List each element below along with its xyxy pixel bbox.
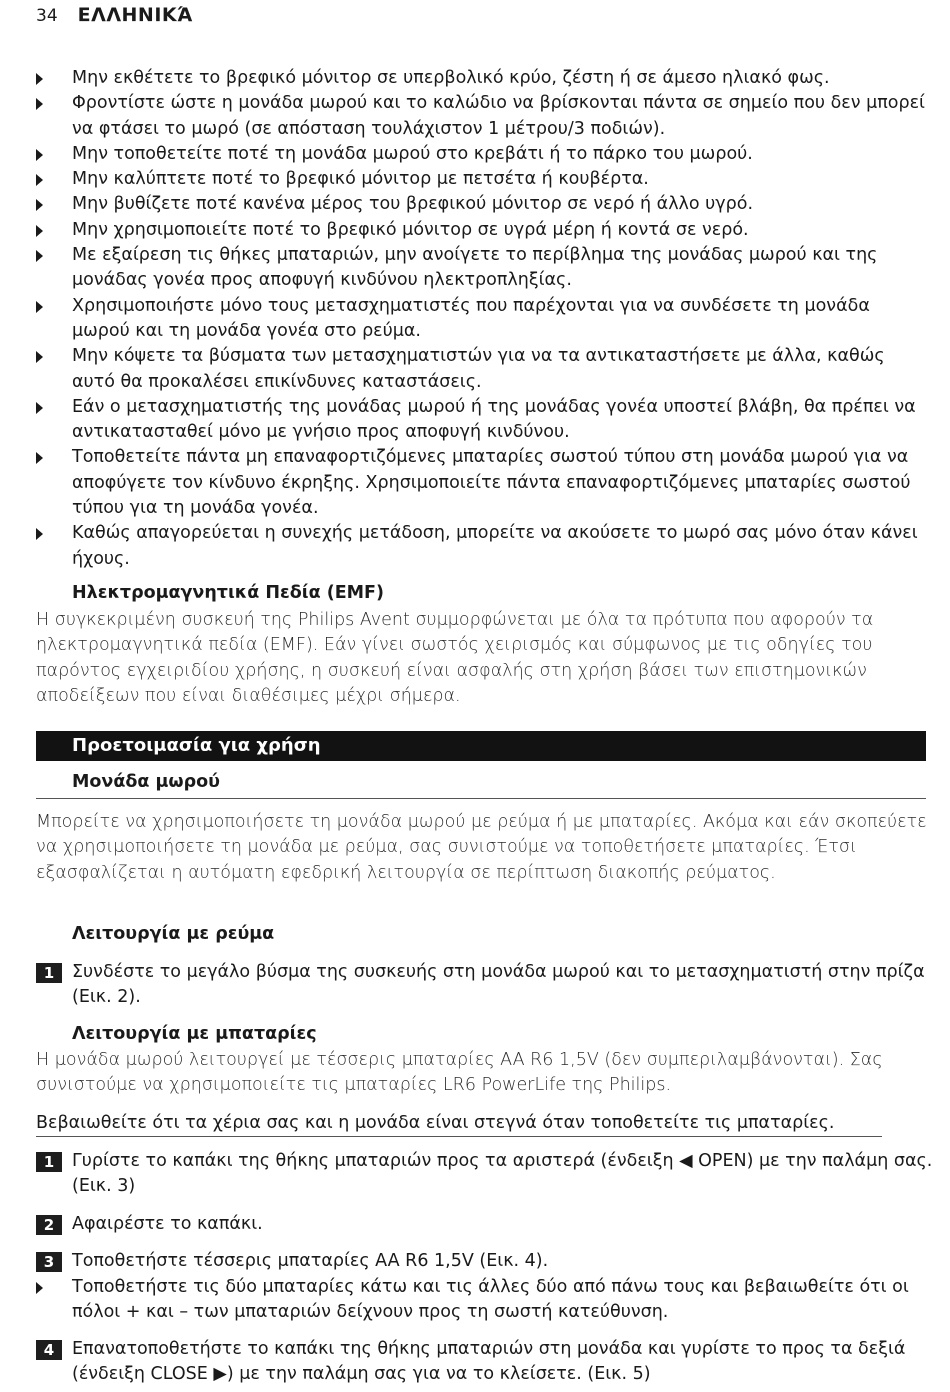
list-item: Μην κόψετε τα βύσματα των μετασχηματιστών για να τα αντικαταστήσετε με άλλα, καθώς αυτό θα προκαλέσει επικίνδυνες καταστάσεις. — [36, 344, 928, 395]
list-item: Μην τοποθετείτε ποτέ τη μονάδα μωρού στο κρεβάτι ή το πάρκο του μωρού. — [36, 142, 928, 167]
step-number-badge: 1 — [36, 1152, 62, 1172]
bullet-icon — [36, 402, 43, 414]
step-text: Συνδέστε το μεγάλο βύσμα της συσκευής στη μονάδα μωρού και το μετασχηματιστή στην πρίζα (Εικ. 2). — [72, 962, 925, 1008]
emf-heading: Ηλεκτρομαγνητικά Πεδία (EMF) — [72, 583, 385, 603]
intro-paragraph: Μπορείτε να χρησιμοποιήσετε τη μονάδα μωρού με ρεύμα ή με μπαταρίες. Ακόμα και εάν σκοπεύετε να χρησιμοποιήσετε τη μονάδα με ρεύμα, σας συνιστούμε να τοποθετήσετε μπαταρίες. Έτσι εξασφαλίζεται η αυτόματη εφεδρική λειτουργία σε περίπτωση διακοπής ρεύματος. — [36, 812, 927, 883]
bullet-icon — [36, 225, 43, 237]
battery-step-2 — [36, 1212, 950, 1237]
list-item: Τοποθετήστε τις δύο μπαταρίες κάτω και τις άλλες δύο από πάνω τους και βεβαιωθείτε ότι οι πόλοι + και – των μπαταριών δείχνουν προς τη σωστή κατεύθυνση. — [36, 1275, 928, 1326]
bullet-icon — [36, 149, 43, 161]
bullet-icon — [36, 301, 43, 313]
list-item: Καθώς απαγορεύεται η συνεχής μετάδοση, μπορείτε να ακούσετε το μωρό σας μόνο όταν κάνει ήχους. — [36, 521, 928, 572]
mains-heading: Λειτουργία με ρεύμα — [72, 924, 275, 944]
bullet-icon — [36, 452, 43, 464]
battery-step-1 — [36, 1149, 950, 1200]
step-number-badge: 2 — [36, 1215, 62, 1235]
battery-step-3 — [36, 1249, 950, 1274]
list-item: Εάν ο μετασχηματιστής της μονάδας μωρού ή της μονάδας γονέα υποστεί βλάβη, θα πρέπει να αντικατασταθεί μόνο με γνήσιο προς αποφυγή κινδύνου. — [36, 395, 928, 446]
step-number-badge: 4 — [36, 1340, 62, 1360]
bullet-icon — [36, 199, 43, 211]
bullet-icon — [36, 1282, 43, 1294]
language-title: ΕΛΛΗΝΙΚΆ — [77, 4, 193, 26]
warning-note: Βεβαιωθείτε ότι τα χέρια σας και η μονάδα είναι στεγνά όταν τοποθετείτε τις μπαταρίες. — [36, 1113, 835, 1133]
divider — [36, 798, 926, 799]
battery-step-4 — [36, 1337, 950, 1388]
list-item: Μην εκθέτετε το βρεφικό μόνιτορ σε υπερβολικό κρύο, ζέστη ή σε άμεσο ηλιακό φως. — [36, 66, 928, 91]
list-item: Τοποθετείτε πάντα μη επαναφορτιζόμενες μπαταρίες σωστού τύπου στη μονάδα μωρού για να αποφύγετε τον κίνδυνο έκρηξης. Χρησιμοποιείτε πάντα επαναφορτιζόμενες μπαταρίες σωστού τύπου για τη μονάδα γονέα. — [36, 445, 928, 521]
list-item: Μην βυθίζετε ποτέ κανένα μέρος του βρεφικού μόνιτορ σε νερό ή άλλο υγρό. — [36, 192, 928, 217]
bullet-icon — [36, 351, 43, 363]
list-item: Χρησιμοποιήστε μόνο τους μετασχηματιστές που παρέχονται για να συνδέσετε τη μονάδα μωρού και τη μονάδα γονέα στο ρεύμα. — [36, 294, 928, 345]
list-item: Φροντίστε ώστε η μονάδα μωρού και το καλώδιο να βρίσκονται πάντα σε σημείο που δεν μπορεί να φτάσει το μωρό (σε απόσταση τουλάχιστον 1 μέτρου/3 ποδιών). — [36, 91, 928, 142]
bullet-icon — [36, 98, 43, 110]
bullet-icon — [36, 528, 43, 540]
safety-bullet-list — [36, 66, 928, 572]
step-number-badge: 1 — [36, 963, 62, 983]
battery-heading: Λειτουργία με μπαταρίες — [72, 1024, 317, 1044]
step-text: Επανατοποθετήστε το καπάκι της θήκης μπαταριών στη μονάδα και γυρίστε το προς τα δεξιά (ένδειξη CLOSE ▶) με την παλάμη σας για να το κλείσετε. (Εικ. 5) — [72, 1339, 906, 1385]
baby-unit-heading: Μονάδα μωρού — [72, 772, 220, 792]
mains-step — [36, 960, 950, 1011]
bullet-icon — [36, 73, 43, 85]
step-text: Γυρίστε το καπάκι της θήκης μπαταριών προς τα αριστερά (ένδειξη ◀ OPEN) με την παλάμη σας. (Εικ. 3) — [72, 1151, 933, 1197]
page-number: 34 — [36, 6, 58, 26]
page-header — [36, 4, 193, 30]
bullet-icon — [36, 250, 43, 262]
list-item: Μην καλύπτετε ποτέ το βρεφικό μόνιτορ με πετσέτα ή κουβέρτα. — [36, 167, 928, 192]
list-item: Μην χρησιμοποιείτε ποτέ το βρεφικό μόνιτορ σε υγρά μέρη ή κοντά σε νερό. — [36, 218, 928, 243]
step-text: Τοποθετήστε τέσσερις μπαταρίες AA R6 1,5V (Εικ. 4). — [72, 1251, 549, 1271]
section-bar-title: Προετοιμασία για χρήση — [36, 731, 926, 761]
step-text: Αφαιρέστε το καπάκι. — [72, 1214, 263, 1234]
divider — [36, 1136, 882, 1137]
bullet-icon — [36, 174, 43, 186]
emf-paragraph: Η συγκεκριμένη συσκευή της Philips Avent συμμορφώνεται με όλα τα πρότυπα που αφορούν τα ηλεκτρομαγνητικά πεδία (EMF). Εάν γίνει σωστός χειρισμός και σύμφωνος με τις οδηγίες του παρόντος εγχειριδίου χρήσης, η συσκευή είναι ασφαλής στη χρήση βάσει των επιστημονικών αποδείξεων που είναι διαθέσιμες μέχρι σήμερα. — [36, 610, 874, 706]
battery-paragraph: Η μονάδα μωρού λειτουργεί με τέσσερις μπαταρίες AA R6 1,5V (δεν συμπεριλαμβάνονται). Σας συνιστούμε να χρησιμοποιείτε τις μπαταρίες LR6 PowerLife της Philips. — [36, 1050, 883, 1096]
list-item: Με εξαίρεση τις θήκες μπαταριών, μην ανοίγετε το περίβλημα της μονάδας μωρού και της μονάδας γονέα προς αποφυγή κινδύνου ηλεκτροπληξίας. — [36, 243, 928, 294]
step-number-badge: 3 — [36, 1252, 62, 1272]
